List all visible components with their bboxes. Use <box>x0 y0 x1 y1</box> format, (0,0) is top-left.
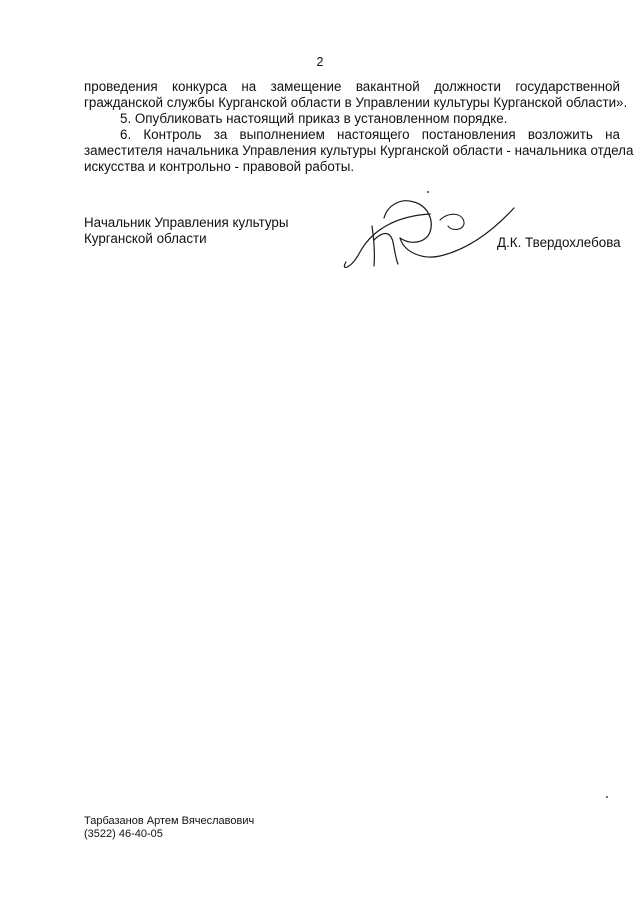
word: 6. <box>120 127 132 142</box>
signer-name: Д.К. Твердохлебова <box>497 235 621 250</box>
item-6-line-2: заместителя начальника Управления культуры Курганской области - начальника отдела <box>84 143 634 158</box>
executor-info <box>84 815 254 841</box>
page-number: 2 <box>316 55 324 69</box>
word: настоящего <box>337 127 410 142</box>
word: Контроль <box>143 127 202 142</box>
executor-phone: (3522) 46-40-05 <box>84 828 163 840</box>
word: конкурса <box>172 79 228 94</box>
word: на <box>605 127 620 142</box>
continuation-line-2: гражданской службы Курганской области в Управлении культуры Курганской области». <box>84 95 628 110</box>
word: должности <box>434 79 501 94</box>
signatory-position <box>84 215 289 247</box>
word: замещение <box>270 79 342 94</box>
word: за <box>213 127 228 142</box>
item-5-text: 5. Опубликовать настоящий приказ в установленном порядке. <box>120 111 508 126</box>
word: на <box>241 79 257 94</box>
position-line-1: Начальник Управления культуры <box>84 215 289 230</box>
word: вакантной <box>355 79 420 94</box>
word: возложить <box>527 127 593 142</box>
scan-speck <box>427 191 429 193</box>
position-line-2: Курганской области <box>84 231 207 246</box>
executor-name: Тарбазанов Артем Вячеславович <box>84 815 255 827</box>
item-6-line-1 <box>84 127 620 143</box>
item-6-line-3: искусства и контрольно - правовой работы. <box>84 159 355 174</box>
order-text-body <box>84 79 634 175</box>
continuation-line-1 <box>84 79 620 95</box>
word: государственной <box>515 79 620 94</box>
word: проведения <box>84 79 158 94</box>
word: постановления <box>421 127 516 142</box>
scan-speck <box>606 796 608 798</box>
word: выполнением <box>239 127 325 142</box>
